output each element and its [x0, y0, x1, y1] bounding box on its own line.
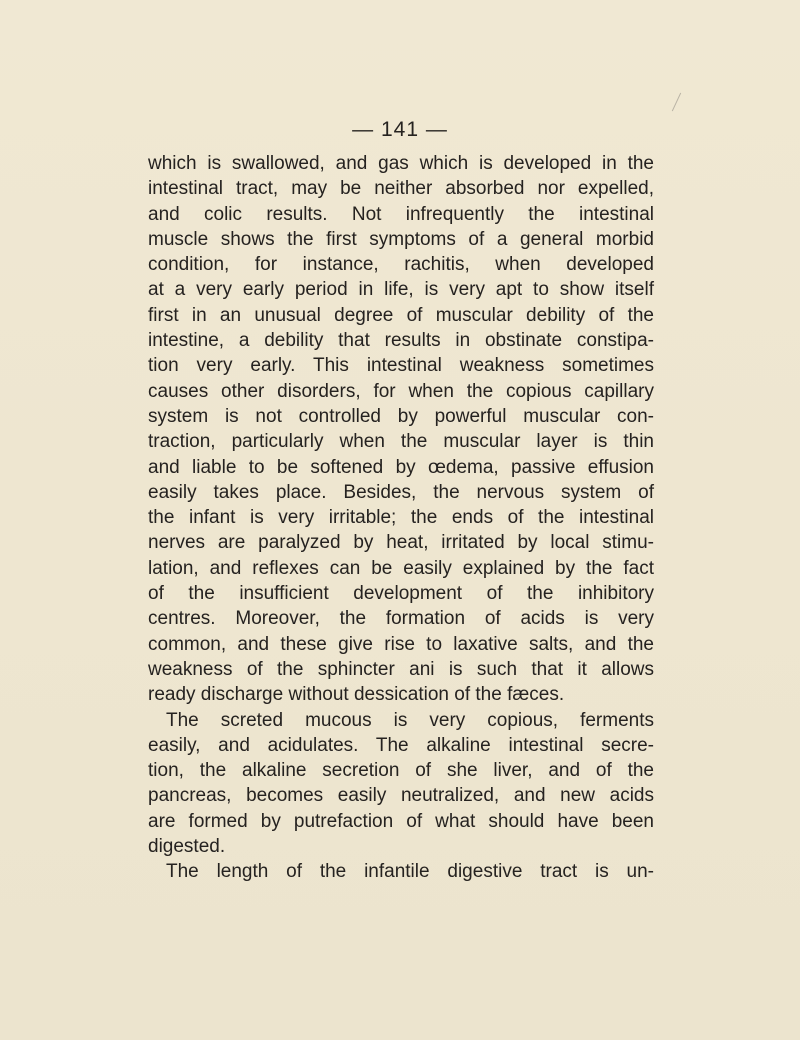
- text-line: centres. Moreover, the formation of acids is very: [148, 608, 654, 630]
- text-line: intestinal tract, may be neither absorbed nor expelled,: [148, 178, 654, 200]
- text-line: traction, particularly when the muscular layer is thin: [148, 431, 654, 453]
- text-line: and colic results. Not infrequently the intestinal: [148, 203, 654, 225]
- text-line: weakness of the sphincter ani is such that it allows: [148, 658, 654, 680]
- text-line: system is not controlled by powerful muscular con-: [148, 405, 654, 427]
- text-line: intestine, a debility that results in obstinate constipa-: [148, 330, 654, 352]
- text-line: lation, and reflexes can be easily explained by the fact: [148, 557, 654, 579]
- paper-mark: [672, 93, 681, 112]
- text-line: condition, for instance, rachitis, when developed: [148, 254, 654, 276]
- text-line: pancreas, becomes easily neutralized, and new acids: [148, 785, 654, 807]
- text-line: easily takes place. Besides, the nervous system of: [148, 481, 654, 503]
- body-text: [148, 151, 654, 885]
- text-line: ready discharge without dessication of the fæces.: [148, 684, 565, 706]
- text-line: digested.: [148, 836, 226, 858]
- text-line: first in an unusual degree of muscular debility of the: [148, 304, 654, 326]
- text-line: of the insufficient development of the inhibitory: [148, 583, 654, 605]
- text-line: easily, and acidulates. The alkaline intestinal secre-: [148, 734, 654, 756]
- text-line: The length of the infantile digestive tract is un-: [166, 861, 654, 883]
- text-line: which is swallowed, and gas which is developed in the: [148, 153, 654, 174]
- text-line: nerves are paralyzed by heat, irritated by local stimu-: [148, 532, 654, 554]
- text-line: tion, the alkaline secretion of she liver, and of the: [148, 760, 654, 782]
- text-line: and liable to be softened by œdema, passive effusion: [148, 456, 654, 478]
- text-line: at a very early period in life, is very apt to show itself: [148, 279, 654, 301]
- text-line: common, and these give rise to laxative salts, and the: [148, 633, 654, 655]
- text-line: the infant is very irritable; the ends of the intestinal: [148, 507, 654, 529]
- text-line: tion very early. This intestinal weakness sometimes: [148, 355, 654, 377]
- text-line: are formed by putrefaction of what should have been: [148, 810, 654, 832]
- text-line: causes other disorders, for when the copious capillary: [148, 380, 654, 402]
- text-line: The screted mucous is very copious, ferments: [166, 709, 654, 731]
- text-line: muscle shows the first symptoms of a general morbid: [148, 228, 654, 250]
- page-number: — 141 —: [352, 118, 448, 141]
